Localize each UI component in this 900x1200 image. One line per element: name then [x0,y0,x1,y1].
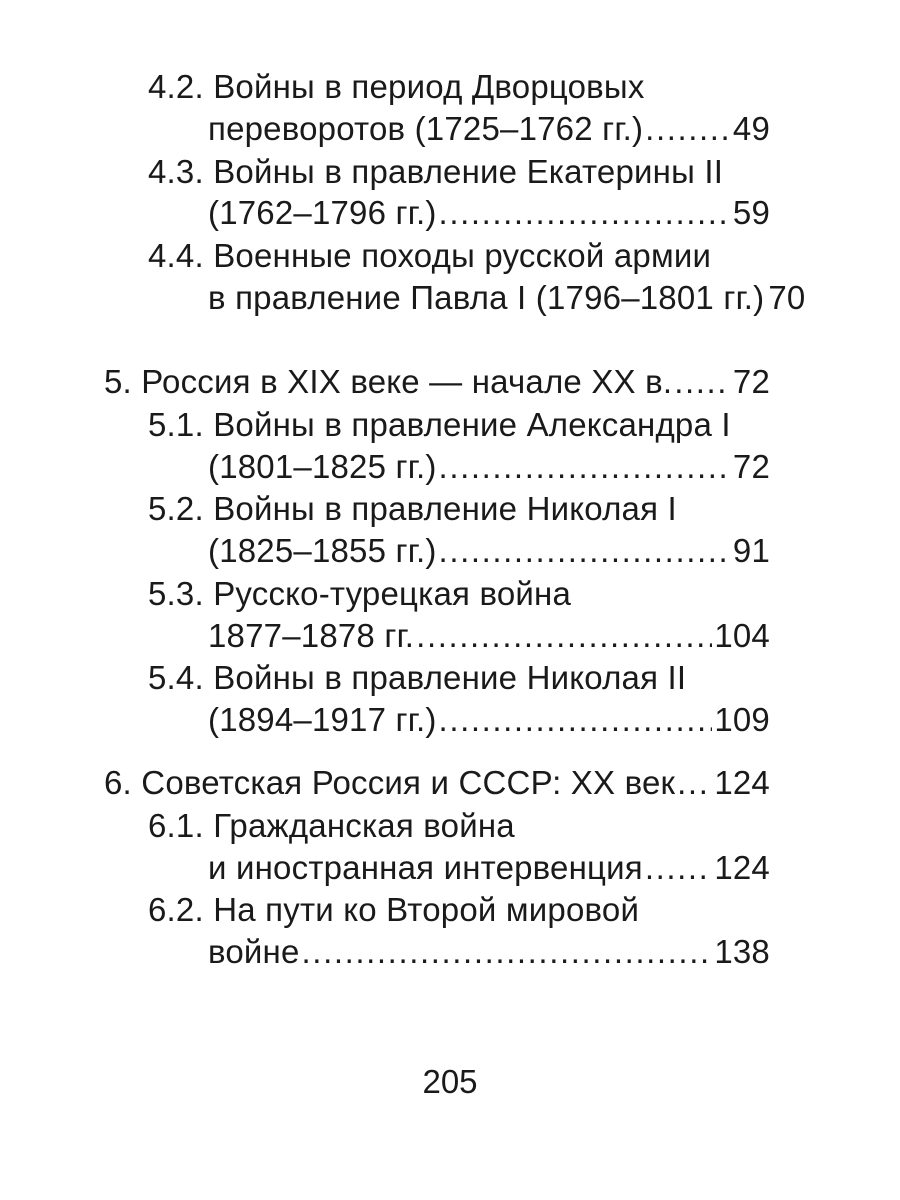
toc-entry-title-line [148,806,515,846]
toc-entry-title-line [148,152,723,192]
toc-entry-title: Гражданская война [213,807,515,844]
toc-entry-title-continued: переворотов (1725–1762 гг.) [208,110,644,147]
toc-entry-title-line [104,763,675,803]
toc-entry-title-line [148,489,677,529]
toc-entry-number: 5.2. [148,490,204,527]
toc-entry-title: Русско-турецкая война [213,575,572,612]
toc-entry-title: Войны в правление Николая I [213,490,677,527]
toc-entry-title-continued: (1825–1855 гг.) [208,532,437,569]
toc-entry-title-line [148,405,731,445]
toc-entry-title-continued: войне [208,933,300,970]
toc-entry-title: Военные походы русской армии [213,237,712,274]
toc-page-number: 72 [732,363,770,400]
toc-entry-leader-line [208,848,770,888]
toc-entry-leader-line [104,362,770,402]
dot-leader [645,848,713,888]
toc-page-number: 124 [714,764,770,801]
toc-entry-title-continued: в правление Павла I (1796–1801 гг.) [208,279,765,316]
toc-entry-leader-line [208,109,770,149]
toc-page-number: 91 [732,532,770,569]
toc-entry-title-continued: 1877–1878 гг. [208,617,415,654]
dot-leader [439,193,731,233]
toc-entry-number: 6. [104,764,132,801]
dot-leader [674,362,731,402]
toc-entry-number: 5. [104,363,132,400]
toc-page-number: 70 [768,279,806,316]
toc-entry-leader-line [208,447,770,487]
dot-leader [416,616,712,656]
toc-entry-title: Войны в правление Николая II [213,659,687,696]
dot-leader [439,531,731,571]
toc-entry-title-continued: и иностранная интервенция [208,849,643,886]
toc-entry-number: 5.4. [148,659,204,696]
toc-entry-number: 5.1. [148,406,204,443]
toc-entry-title-line [104,362,672,402]
toc-entry-title-line [148,890,639,930]
toc-entry-leader-line [208,531,770,571]
toc-entry-title: Войны в период Дворцовых [213,68,645,105]
toc-page-number: 124 [714,849,770,886]
toc-entry-leader-line [208,278,806,318]
toc-entry-title-line [148,658,686,698]
dot-leader [439,700,713,740]
toc-page-number: 59 [732,194,770,231]
toc-entry-leader-line [208,193,770,233]
dot-leader [645,109,731,149]
toc-entry-title-continued: (1762–1796 гг.) [208,194,437,231]
toc-entry-leader-line [208,700,770,740]
toc-entry-title-continued: (1894–1917 гг.) [208,701,437,738]
page-number: 205 [422,1063,478,1100]
toc-page-number: 104 [714,617,770,654]
toc-entry-title-line [148,574,571,614]
toc-entry-leader-line [104,763,770,803]
toc-page-number: 138 [714,933,770,970]
toc-entry-number: 6.1. [148,807,204,844]
toc-entry-leader-line [208,616,770,656]
toc-entry-title: Войны в правление Александра I [213,406,731,443]
toc-entry-number: 4.4. [148,237,204,274]
toc-entry-title-line [148,236,711,276]
dot-leader [302,932,713,972]
dot-leader [439,447,731,487]
toc-page-number: 72 [732,448,770,485]
toc-entry-number: 4.2. [148,68,204,105]
dot-leader [677,763,712,803]
toc-entry-title-line [148,67,645,107]
toc-page-number: 49 [732,110,770,147]
toc-entry-title: Советская Россия и СССР: XX век [141,764,676,801]
toc-entry-title: Войны в правление Екатерины II [213,153,724,190]
toc-entry-number: 4.3. [148,153,204,190]
toc-entry-leader-line [208,932,770,972]
toc-entry-number: 6.2. [148,891,204,928]
toc-entry-title: На пути ко Второй мировой [213,891,640,928]
toc-page-number: 109 [714,701,770,738]
toc-entry-number: 5.3. [148,575,204,612]
toc-entry-title: Россия в XIX веке — начале XX в. [141,363,673,400]
toc-entry-title-continued: (1801–1825 гг.) [208,448,437,485]
